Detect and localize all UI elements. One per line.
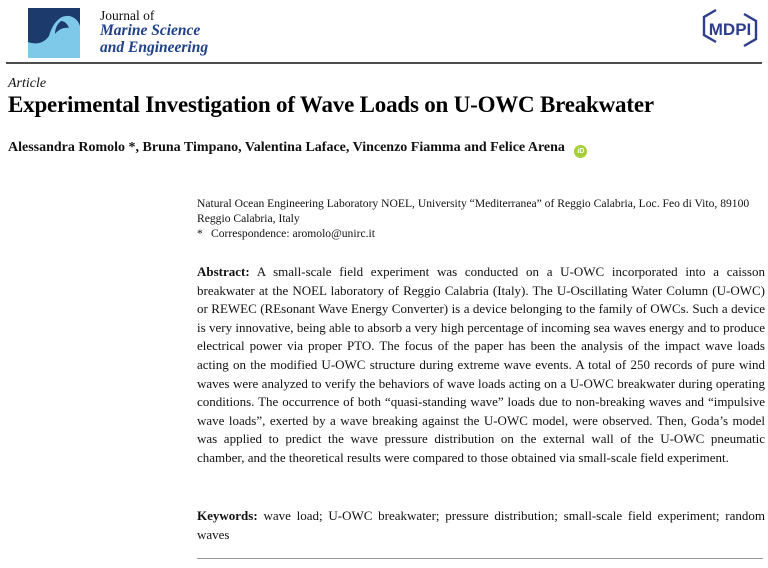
abstract-label: Abstract: [197,264,250,279]
abstract-text: A small-scale field experiment was conducted on a U-OWC incorporated into a caisson breakwater at the NOEL laboratory of Reggio Calabria (Italy). The U-Oscillating Water Column (U-OWC) or REWEC (REsonant Wave Energy Converter) is a device belonging to the family of OWCs. Such a device is very innovative, being able to absorb a very high percentage of incoming sea waves energy and to produce electrical power via proper PTO. The focus of the paper has been the analysis of the impact wave loads acting on the modified U-OWC structure during extreme wave events. A total of 250 records of pure wind waves were analyzed to verify the behaviors of wave loads acting on a U-OWC breakwater during operating conditions. The occurrence of both “quasi-standing wave” loads due to non-breaking waves and “impulsive wave loads”, exerted by a wave breaking against the U-OWC model, were observed. Then, Goda’s model was applied to predict the wave pressure distribution on the external wall of the U-OWC pneumatic chamber, and the theoretical results were compared to those obtained via small-scale field experiment. [197,264,765,465]
mdpi-logo-text: MDPI [708,20,752,39]
article-type-label: Article [8,76,47,91]
keywords-text: wave load; U-OWC breakwater; pressure distribution; small-scale field experiment; random waves [197,508,766,542]
orcid-icon[interactable]: iD [574,145,587,158]
abstract-paragraph [197,263,765,468]
header-divider [6,62,762,64]
keywords-paragraph [197,507,765,544]
correspondence-line [197,226,768,241]
mdpi-logo [699,8,761,48]
paper-title: Experimental Investigation of Wave Loads on U-OWC Breakwater [8,92,654,117]
affiliation-block [197,196,768,241]
keywords-label: Keywords: [197,508,258,523]
authors-text: Alessandra Romolo *, Bruna Timpano, Valentina Laface, Vincenzo Fiamma and Felice Arena [8,140,565,155]
authors-line [8,140,587,158]
correspondence-text[interactable]: Correspondence: aromolo@unirc.it [211,227,375,240]
correspondence-marker: * [197,227,203,240]
journal-name-line1: Marine Science [100,22,201,40]
journal-name-prefix: Journal of [100,8,155,23]
journal-name [100,9,208,57]
affiliation-text: Natural Ocean Engineering Laboratory NOEL, University “Mediterranea” of Reggio Calabria, Loc. Feo di Vito, 89100 Reggio Calabria, Italy [197,197,750,225]
footer-divider [197,558,763,559]
journal-wave-logo-icon [28,8,80,58]
journal-name-line2: and Engineering [100,38,209,56]
